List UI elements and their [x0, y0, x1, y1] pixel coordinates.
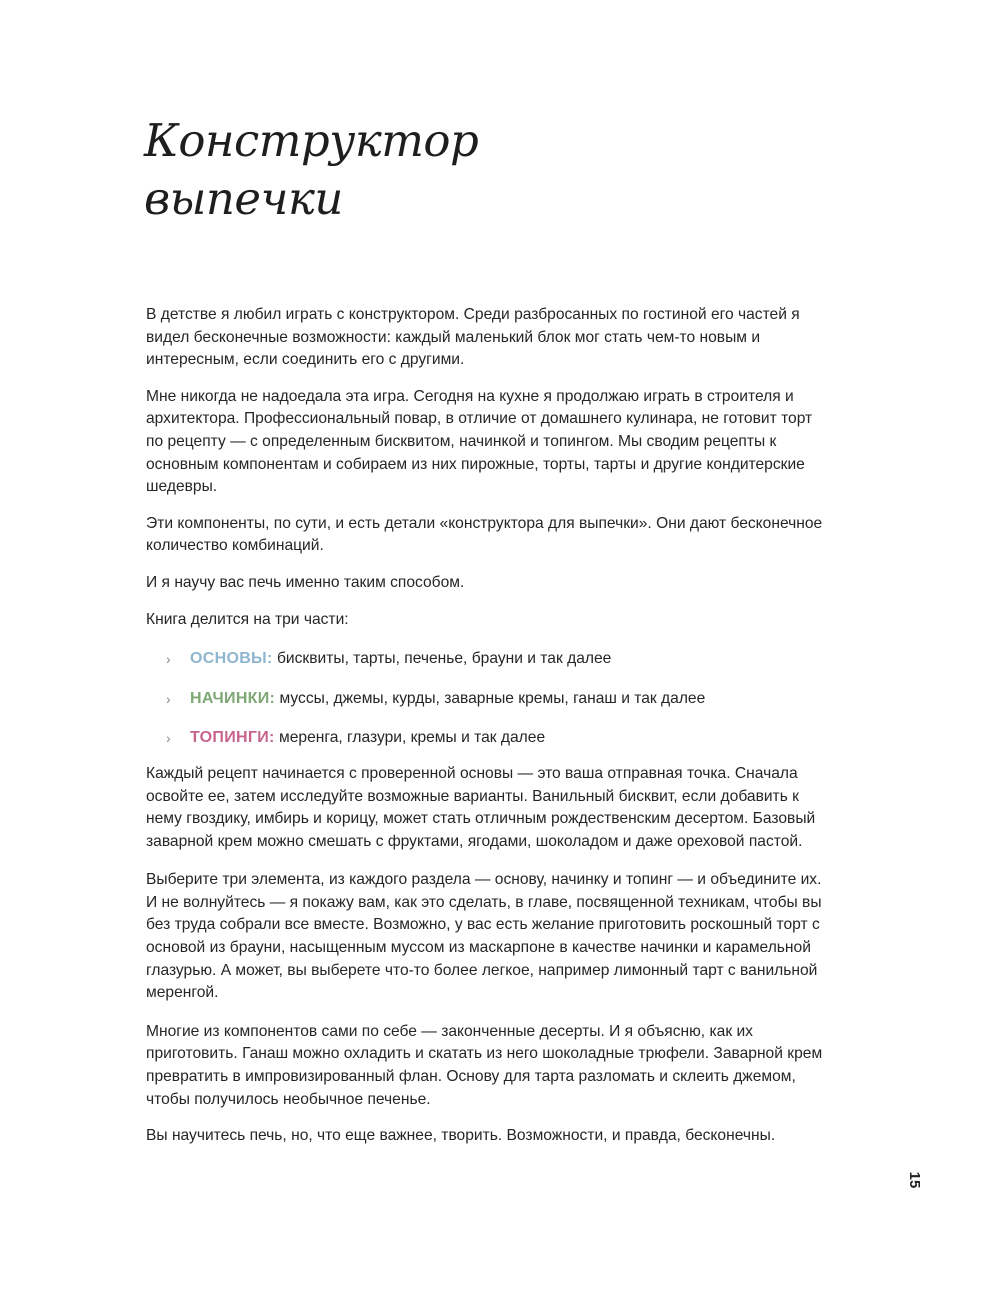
- list-item-toppings: [146, 727, 826, 750]
- outro-paragraph-3: Многие из компонентов сами по себе — законченные десерты. И я объясню, как их приготовить. Ганаш можно охладить и скатать из него шоколадные трюфели. Заварной крем превратить в импровизированный флан. Основу для тарта разломать и склеить джемом, чтобы получилось необычное печенье.: [146, 1022, 823, 1108]
- chapter-title: [144, 112, 478, 228]
- part-label-toppings: ТОПИНГИ:: [190, 729, 275, 747]
- outro-paragraph-1: Каждый рецепт начинается с проверенной основы — это ваша отправная точка. Сначала освойте ее, затем исследуйте возможные варианты. Ванильный бисквит, если добавить к нему гвоздику, имбирь и корицу, может стать отличным рождественским десертом. Базовый заварной крем можно смешать с фруктами, ягодами, шоколадом и даже ореховой пастой.: [146, 764, 816, 850]
- intro-paragraph-5: Книга делится на три части:: [146, 610, 349, 628]
- part-text-fillings: муссы, джемы, курды, заварные кремы, ганаш и так далее: [275, 689, 706, 707]
- outro-paragraph-2: Выберите три элемента, из каждого раздела — основу, начинку и топинг — и объедините их. И не волнуйтесь — я покажу вам, как это сделать, в главе, посвященной техникам, чтобы вы без труда собрали все вместе. Возможно, у вас есть желание приготовить роскошный торт с основой из брауни, насыщенным муссом из маскарпоне в качестве начинки и карамельной глазурью. А может, вы выберете что-то более легкое, например лимонный тарт с ванильной меренгой.: [146, 871, 822, 1002]
- list-item-bases: [146, 648, 826, 671]
- body-text: [146, 304, 826, 1162]
- chevron-right-icon: ›: [166, 730, 171, 747]
- part-label-fillings: НАЧИНКИ:: [190, 689, 276, 707]
- page-number: 15: [906, 1171, 923, 1189]
- part-label-bases: ОСНОВЫ:: [190, 650, 273, 668]
- chapter-title-line-1: Конструктор: [144, 114, 479, 167]
- book-parts-list: [146, 648, 826, 750]
- intro-paragraph-4: И я научу вас печь именно таким способом.: [146, 573, 465, 591]
- part-text-toppings: меренга, глазури, кремы и так далее: [274, 729, 546, 747]
- list-item-fillings: [146, 688, 826, 711]
- intro-paragraph-1: В детстве я любил играть с конструктором. Среди разбросанных по гостиной его частей я видел бесконечные возможности: каждый маленький блок мог стать чем-то новым и интересным, если соединить его с другими.: [146, 306, 800, 369]
- part-text-bases: бисквиты, тарты, печенье, брауни и так далее: [272, 650, 612, 668]
- outro-paragraph-4: Вы научитесь печь, но, что еще важнее, творить. Возможности, и правда, бесконечны.: [146, 1127, 776, 1145]
- chevron-right-icon: ›: [166, 690, 171, 707]
- intro-paragraph-3: Эти компоненты, по сути, и есть детали «конструктора для выпечки». Они дают бесконечное количество комбинаций.: [146, 514, 823, 555]
- intro-paragraph-2: Мне никогда не надоедала эта игра. Сегодня на кухне я продолжаю играть в строителя и архитектора. Профессиональный повар, в отличие от домашнего кулинара, не готовит торт по рецепту — с определенным бисквитом, начинкой и топингом. Мы сводим рецепты к основным компонентам и собираем из них пирожные, торты, тарты и другие кондитерские шедевры.: [146, 387, 813, 496]
- chevron-right-icon: ›: [166, 651, 171, 668]
- chapter-title-line-2: выпечки: [144, 172, 343, 225]
